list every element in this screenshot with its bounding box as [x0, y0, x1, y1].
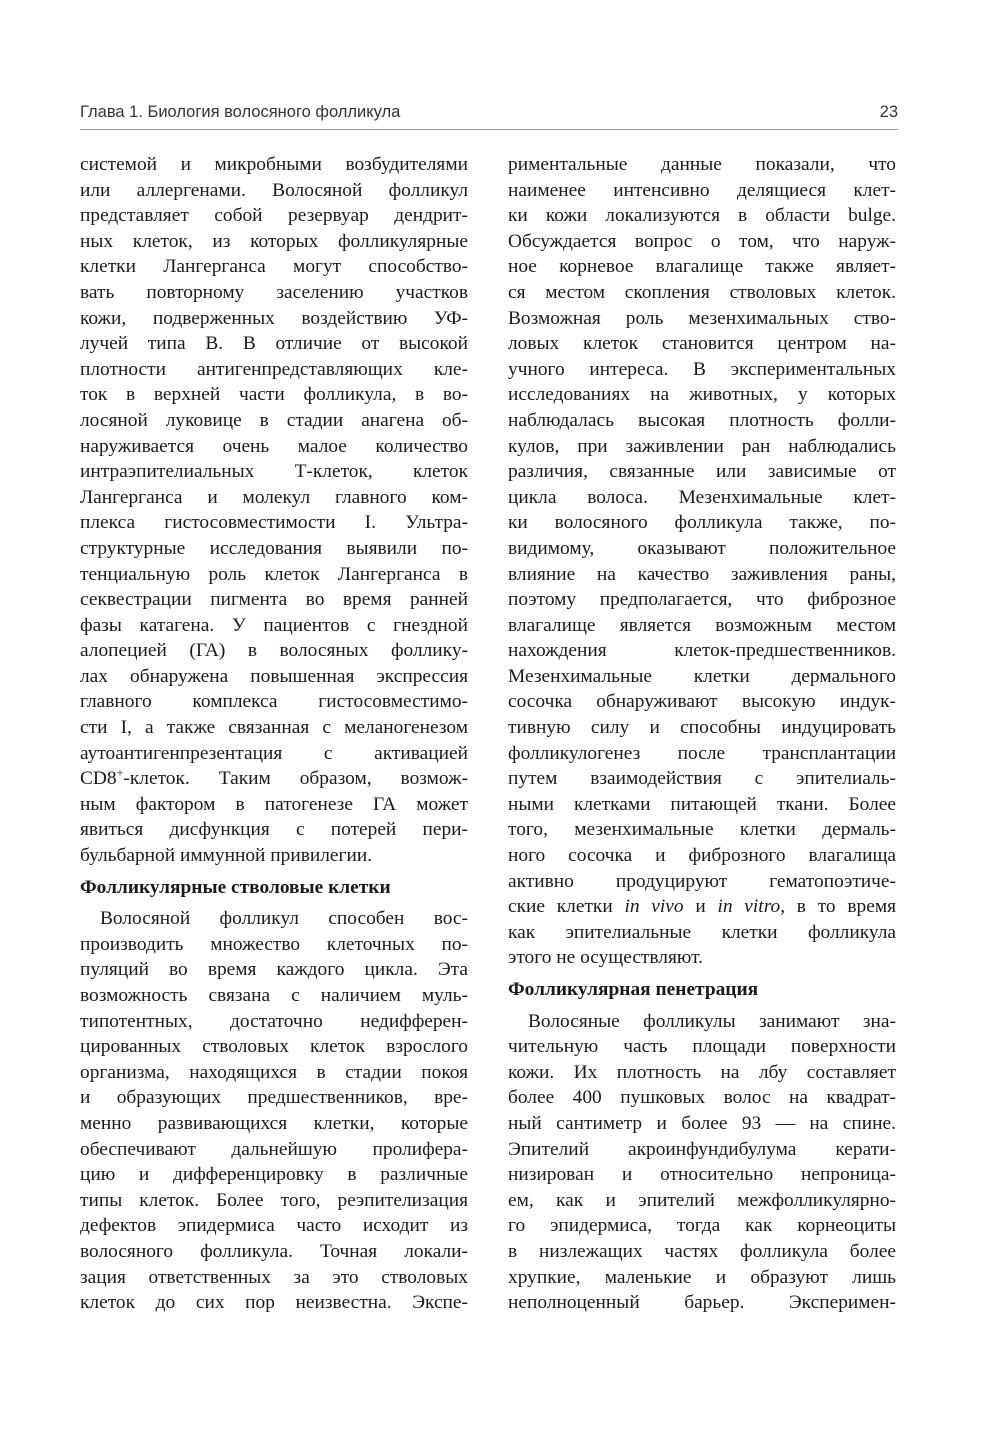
text-line: влагалище является возможным местом: [508, 614, 896, 636]
text-line: структурные исследования выявили по-: [80, 537, 468, 559]
text-line: Волосяной фолликул способен вос-: [100, 908, 468, 930]
text-line: волосяного фолликула. Точная локали-: [80, 1240, 468, 1262]
text-line: системой и микробными возбудителями: [80, 154, 468, 175]
text-line: CD8+-клеток. Таким образом, возмож-: [80, 766, 468, 790]
text-line: кожи. Их плотность на лбу составляет: [508, 1061, 896, 1083]
text-line: плотности антигенпредставляющих кле-: [80, 358, 468, 380]
running-header: [80, 103, 898, 129]
text-line: вать повторному заселению участков: [80, 281, 468, 303]
text-line: ток в верхней части фолликула, в во-: [80, 384, 468, 406]
paragraph-stem-cells: [80, 906, 468, 1316]
text-line: поэтому предполагается, что фиброзное: [508, 589, 896, 611]
text-line: представляет собой резервуар дендрит-: [80, 205, 468, 227]
text-line: наименее интенсивно делящиеся клет-: [508, 179, 896, 201]
text-line: дефектов эпидермиса часто исходит из: [80, 1215, 468, 1237]
section-heading-stem-cells: Фолликулярные стволовые клетки: [80, 876, 391, 898]
text-line: производить множество клеточных по-: [80, 933, 468, 955]
text-line: лах обнаружена повышенная экспрессия: [80, 665, 468, 687]
text-line: организма, находящихся в стадии покоя: [80, 1061, 468, 1083]
text-line: фазы катагена. У пациентов с гнездной: [80, 614, 468, 636]
text-line: Лангерганса и молекул главного ком-: [80, 486, 468, 508]
text-line: зация ответственных за это стволовых: [80, 1266, 468, 1288]
text-line: влияние на качество заживления раны,: [508, 563, 896, 585]
text-line: главного комплекса гистосовместимо-: [80, 691, 468, 713]
right-column: [508, 152, 896, 1316]
text-line: типы клеток. Более того, реэпителизация: [80, 1189, 468, 1211]
chapter-title: Глава 1. Биология волосяного фолликула: [80, 103, 401, 121]
text-line: обеспечивают дальнейшую пролифера-: [80, 1138, 468, 1160]
paragraph-immune: [80, 152, 468, 766]
text-line: лосяной луковице в стадии анагена об-: [80, 409, 468, 431]
page-number: 23: [879, 103, 898, 121]
text-line: бульбарной иммунной привилегии.: [80, 845, 373, 867]
left-column: [80, 152, 468, 1316]
text-line: явиться дисфункция с потерей пери-: [80, 819, 468, 841]
text-line: цикла волоса. Мезенхимальные клет-: [508, 486, 896, 508]
text-line: возможность связана с наличием муль-: [80, 985, 468, 1006]
text-line: секвестрации пигмента во время ранней: [80, 589, 468, 611]
text-line: нахождения клеток-предшественников.: [508, 640, 896, 662]
text-line: Обсуждается вопрос о том, что наруж-: [508, 230, 896, 252]
paragraph-stem-cells-end: [508, 920, 896, 971]
text-line: путем взаимодействия с эпителиаль-: [508, 768, 896, 790]
text-line: ловых клеток становится центром на-: [508, 333, 896, 355]
text-line: ем, как и эпителий межфолликулярно-: [508, 1189, 896, 1211]
text-line: ские клетки in vivo и in vitro, в то время: [508, 896, 896, 918]
text-line: кожи, подверженных воздействию УФ-: [80, 307, 468, 329]
text-line: или аллергенами. Волосяной фолликул: [80, 179, 468, 201]
text-line: активно продуцируют гематопоэтиче-: [508, 870, 896, 892]
paragraph-immune-end: [80, 792, 468, 869]
text-line: ся местом скопления стволовых клеток.: [508, 281, 896, 303]
text-line: низирован и относительно непроница-: [508, 1164, 896, 1186]
text-line: аутоантигенпрезентация с активацией: [80, 742, 468, 764]
text-line: исследованиях на животных, у которых: [508, 384, 896, 406]
text-line: ное корневое влагалище также являет-: [508, 256, 896, 278]
text-line: риментальные данные показали, что: [508, 154, 896, 175]
text-line: более 400 пушковых волос на квадрат-: [508, 1087, 896, 1109]
text-line: тенциальную роль клеток Лангерганса в: [80, 563, 468, 585]
text-line: менно развивающихся клетки, которые: [80, 1112, 468, 1134]
text-line: тивную силу и способны индуцировать: [508, 717, 896, 739]
text-line: Мезенхимальные клетки дермального: [508, 665, 896, 687]
text-line: ки кожи локализуются в области bulge.: [508, 205, 896, 227]
text-line: Волосяные фолликулы занимают зна-: [528, 1010, 896, 1032]
text-line: наруживается очень малое количество: [80, 435, 468, 457]
text-line: цию и дифференцировку в различные: [80, 1164, 468, 1186]
text-line: чительную часть площади поверхности: [508, 1036, 896, 1058]
text-line: го эпидермиса, тогда как корнеоциты: [508, 1215, 896, 1237]
text-line: лучей типа В. В отличие от высокой: [80, 333, 468, 355]
text-line: неполноценный барьер. Эксперимен-: [508, 1292, 896, 1314]
text-line: Возможная роль мезенхимальных ство-: [508, 307, 896, 329]
text-line: ных клеток, из которых фолликулярные: [80, 230, 468, 252]
text-line: и образующих предшественников, вре-: [80, 1087, 468, 1109]
text-line: хрупкие, маленькие и образуют лишь: [508, 1266, 896, 1288]
text-line: различия, связанные или зависимые от: [508, 461, 896, 483]
text-line: того, мезенхимальные клетки дермаль-: [508, 819, 896, 841]
header-rule: [80, 129, 898, 130]
text-line: ными клетками питающей ткани. Более: [508, 793, 896, 815]
text-line: учного интереса. В экспериментальных: [508, 358, 896, 380]
text-line: ного сосочка и фиброзного влагалища: [508, 845, 896, 867]
text-line: сти I, а также связанная с меланогенезом: [80, 717, 468, 739]
text-line: клеток до сих пор неизвестна. Экспе-: [80, 1292, 468, 1314]
text-line: Эпителий акроинфундибулума керати-: [508, 1138, 896, 1160]
paragraph-stem-cells-continued: [508, 152, 896, 894]
text-line: видимому, оказывают положительное: [508, 537, 896, 559]
text-line: пуляций во время каждого цикла. Эта: [80, 959, 468, 981]
text-line: ным фактором в патогенезе ГА может: [80, 793, 468, 815]
text-line: как эпителиальные клетки фолликула: [508, 921, 896, 943]
text-line: сосочка обнаруживают высокую индук-: [508, 691, 896, 713]
text-line: ки волосяного фолликула также, по-: [508, 512, 896, 534]
text-line: плекса гистосовместимости I. Ультра-: [80, 512, 468, 534]
text-line: клетки Лангерганса могут способство-: [80, 256, 468, 278]
text-line: цированных стволовых клеток взрослого: [80, 1036, 468, 1058]
text-line: этого не осуществляют.: [508, 947, 703, 969]
text-line: фолликулогенез после трансплантации: [508, 742, 896, 764]
section-heading-penetration: Фолликулярная пенетрация: [508, 979, 759, 1000]
paragraph-penetration: [508, 1009, 896, 1316]
text-line: типотентных, достаточно недифферен-: [80, 1010, 468, 1032]
text-line: алопецией (ГА) в волосяных фоллику-: [80, 640, 468, 662]
text-line: наблюдалась высокая плотность фолли-: [508, 409, 896, 431]
text-line: ный сантиметр и более 93 — на спине.: [508, 1112, 896, 1134]
text-line: в низлежащих частях фолликула более: [508, 1240, 896, 1262]
text-line: кулов, при заживлении ран наблюдались: [508, 435, 896, 457]
text-line: интраэпителиальных Т-клеток, клеток: [80, 461, 468, 483]
